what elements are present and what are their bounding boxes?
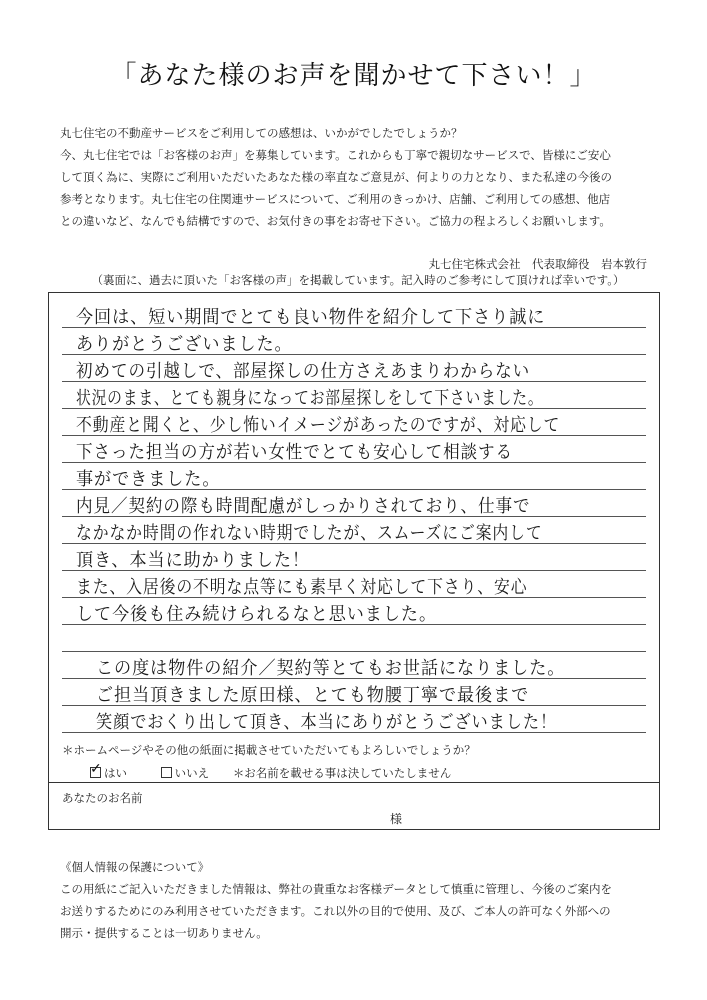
ruled-line [62,651,646,652]
intro-text [60,122,660,232]
handwritten-line: して今後も住み続けられるなと思いました。 [76,604,437,625]
privacy-heading: 《個人情報の保護について》 [60,860,210,874]
choice-yes-label: はい [104,766,127,780]
checkbox-no[interactable] [161,767,172,778]
intro-line: 丸七住宅の不動産サービスをご利用しての感想は、いかがでしたでしょうか？ [60,126,463,140]
handwritten-line: 不動産と聞くと、少し怖いイメージがあったのですが、対応して [76,415,561,436]
handwritten-line: 事ができました。 [76,469,221,490]
name-section-divider [48,782,660,783]
handwritten-line: 頂き、本当に助かりました！ [76,550,310,571]
checkbox-yes[interactable] [90,767,101,778]
reference-note: （裏面に、過去に頂いた「お客様の声」を掲載しています。記入時のご参考にして頂ければ幸いです。） [91,273,625,287]
handwritten-line: この度は物件の紹介／契約等とてもお世話になりました。 [96,658,566,679]
name-label: あなたのお名前 [62,791,143,805]
handwritten-line: 今回は、短い期間でとても良い物件を紹介して下さり誠に [76,307,546,328]
intro-line: 今、丸七住宅では「お客様のお声」を募集しています。これからも丁寧で親切なサービスで、皆様にご安心 [60,148,611,162]
intro-line: との違いなど、なんでも結構ですので、お気付きの事をお寄せ下さい。ご協力の程よろしくお願いします。 [60,214,611,228]
intro-line: して頂く為に、実際にご利用いただいたあなた様の率直なご意見が、何よりの力となり、また私達の今後の [60,170,612,184]
handwritten-line: ありがとうございました。 [76,334,293,355]
handwritten-line: 内見／契約の際も時間配慮がしっかりされており、仕事で [76,496,531,517]
handwritten-line: 初めての引越しで、部屋探しの仕方さえあまりわからない [76,361,531,382]
privacy-line: お送りするためにのみ利用させていただきます。これ以外の目的で使用、及び、ご本人の許可なく外部への [60,904,611,918]
choice-yes[interactable] [90,765,127,781]
publish-permission-choices [90,765,451,783]
privacy-line: この用紙にご記入いただきました情報は、弊社の貴重なお客様データとして慎重に管理し、今後のご案内を [60,882,612,896]
handwritten-line: 状況のまま、とても親身になってお部屋探しをして下さいました。 [76,388,544,409]
name-privacy-note: ＊お名前を載せる事は決していたしません [233,765,452,783]
company-signature: 丸七住宅株式会社 代表取締役 岩本敦行 [428,257,647,271]
intro-line: 参考となります。丸七住宅の住関連サービスについて、ご利用のきっかけ、店舗、ご利用しての感想、他店 [60,192,611,206]
privacy-line: 開示・提供することは一切ありません。 [60,926,268,940]
privacy-section [60,856,670,944]
publish-permission-question: ＊ホームページやその他の紙面に掲載させていただいてもよろしいでしょうか？ [62,743,476,757]
handwritten-line: 下さった担当の方が若い女性でとても安心して相談する [76,442,513,463]
handwritten-line: また、入居後の不明な点等にも素早く対応して下さり、安心 [76,577,528,598]
handwritten-line: なかなか時間の作れない時期でしたが、スムーズにご案内して [76,523,543,544]
honorific-label: 様 [390,812,403,826]
handwritten-line: ご担当頂きました原田様、とても物腰丁寧で最後まで [96,685,530,706]
choice-no[interactable] [161,765,210,781]
choice-no-label: いいえ [174,766,210,780]
handwritten-line: 笑顔でおくり出して頂き、本当にありがとうございました！ [96,712,558,733]
page-title: 「あなた様のお声を聞かせて下さい！」 [110,61,597,91]
